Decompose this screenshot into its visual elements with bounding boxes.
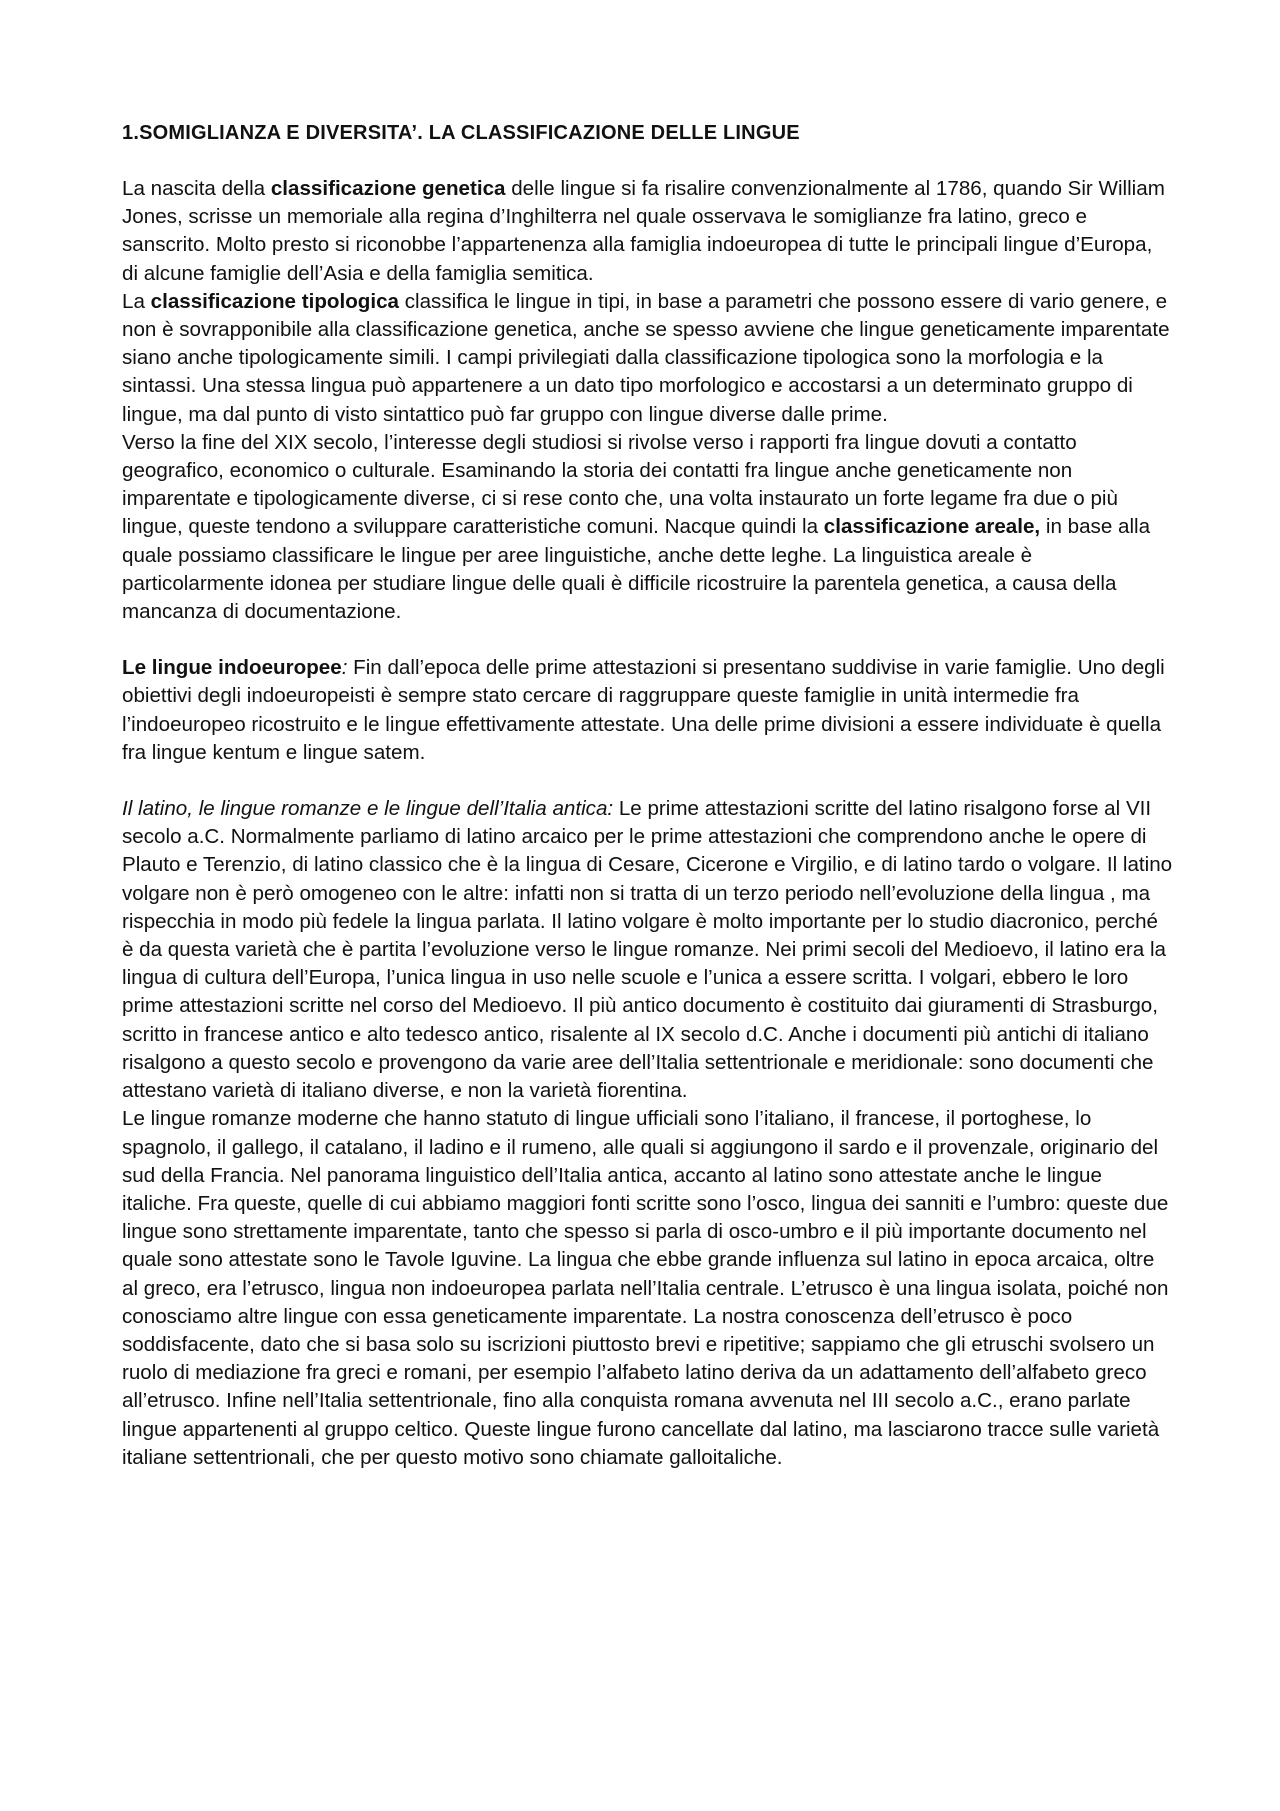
document-page: [122, 119, 1174, 1472]
paragraph-indo-european: Le lingue indoeuropee: Fin dall’epoca delle prime attestazioni si presentano suddivise in varie famiglie. Uno degli obiettivi degli indoeuropeisti è sempre stato cercare di raggruppare queste famiglie in unità intermedie fra l’indoeuropeo ricostruito e le lingue effettivamente attestate. Una delle prime divisioni a essere individuate è quella fra lingue kentum e lingue satem.: [122, 656, 1165, 764]
term-areal-classification: classificazione areale,: [823, 515, 1041, 539]
paragraph-latin: Il latino, le lingue romanze e le lingue dell’Italia antica: Le prime attestazioni scritte del latino risalgono forse al VII secolo a.C. Normalmente parliamo di latino arcaico per le prime attestazioni che comprendono anche le opere di Plauto e Terenzio, di latino classico che è la lingua di Cesare, Cicerone e Virgilio, e di latino tardo o volgare. Il latino volgare non è però omogeneo con le altre: infatti non si tratta di un terzo periodo nell’evoluzione della lingua , ma rispecchia in modo più fedele la lingua parlata. Il latino volgare è molto importante per lo studio diacronico, perché è da questa varietà che è partita l’evoluzione verso le lingue romanze. Nei primi secoli del Medioevo, il latino era la lingua di cultura dell’Europa, l’unica lingua in uso nelle scuole e l’unica a essere scritta. I volgari, ebbero le loro prime attestazioni scritte nel corso del Medioevo. Il più antico documento è costituito dai giuramenti di Strasburgo, scritto in francese antico e alto tedesco antico, risalente al IX secolo d.C. Anche i documenti più antichi di italiano risalgono a questo secolo e provengono da varie aree dell’Italia settentrionale e meridionale: sono documenti che attestano varietà di italiano diverse, e non la varietà fiorentina.: [122, 797, 1173, 1103]
term-latin-heading: Il latino, le lingue romanze e le lingue dell’Italia antica:: [122, 797, 614, 821]
paragraph-genetic-classification: La nascita della classificazione genetica delle lingue si fa risalire convenzionalmente al 1786, quando Sir William Jones, scrisse un memoriale alla regina d’Inghilterra nel quale osservava le somiglianze fra latino, greco e sanscrito. Molto presto si riconobbe l’appartenenza alla famiglia indoeuropea di tutte le principali lingue d’Europa, di alcune famiglie dell’Asia e della famiglia semitica.: [122, 177, 1165, 285]
term-genetic-classification: classificazione genetica: [270, 177, 506, 200]
paragraph-gap: [122, 767, 1174, 795]
section-indo-european: [122, 654, 1174, 767]
term-typological-classification: classificazione tipologica: [150, 289, 399, 313]
section-classification: [122, 175, 1174, 626]
document-title: 1.SOMIGLIANZA E DIVERSITA’. LA CLASSIFICAZIONE DELLE LINGUE: [122, 122, 800, 144]
section-latin-romance: [122, 795, 1174, 1472]
term-indo-european: Le lingue indoeuropee: [122, 656, 342, 680]
paragraph-romance-languages: Le lingue romanze moderne che hanno statuto di lingue ufficiali sono l’italiano, il francese, il portoghese, lo spagnolo, il gallego, il catalano, il ladino e il rumeno, alle quali si aggiungono il sardo e il provenzale, originario del sud della Francia. Nel panorama linguistico dell’Italia antica, accanto al latino sono attestate anche le lingue italiche. Fra queste, quelle di cui abbiamo maggiori fonti scritte sono l’osco, lingua dei sanniti e l’umbro: queste due lingue sono strettamente imparentate, tanto che spesso si parla di osco-umbro e il più importante documento nel quale sono attestate sono le Tavole Iguvine. La lingua che ebbe grande influenza sul latino in epoca arcaica, oltre al greco, era l’etrusco, lingua non indoeuropea parlata nell’Italia centrale. L’etrusco è una lingua isolata, poiché non conosciamo altre lingue con essa geneticamente imparentate. La nostra conoscenza dell’etrusco è poco soddisfacente, dato che si basa solo su iscrizioni piuttosto brevi e ripetitive; sappiamo che gli etruschi svolsero un ruolo di mediazione fra greci e romani, per esempio l’alfabeto latino deriva da un adattamento dell’alfabeto greco all’etrusco. Infine nell’Italia settentrionale, fino alla conquista romana avvenuta nel III secolo a.C., erano parlate lingue appartenenti al gruppo celtico. Queste lingue furono cancellate dal latino, ma lasciarono tracce sulle varietà italiane settentrionali, che per questo motivo sono chiamate galloitaliche.: [122, 1107, 1169, 1469]
paragraph-gap: [122, 626, 1174, 654]
paragraph-areal-classification: Verso la fine del XIX secolo, l’interesse degli studiosi si rivolse verso i rapporti fra lingue dovuti a contatto geografico, economico o culturale. Esaminando la storia dei contatti fra lingue anche geneticamente non imparentate e tipologicamente diverse, ci si rese conto che, una volta instaurato un forte legame fra due o più lingue, queste tendono a sviluppare caratteristiche comuni. Nacque quindi la classificazione areale, in base alla quale possiamo classificare le lingue per aree linguistiche, anche dette leghe. La linguistica areale è particolarmente idonea per studiare lingue delle quali è difficile ricostruire la parentela genetica, a causa della mancanza di documentazione.: [122, 430, 1151, 624]
paragraph-typological-classification: La classificazione tipologica classifica le lingue in tipi, in base a parametri che possono essere di vario genere, e non è sovrapponibile alla classificazione genetica, anche se spesso avviene che lingue geneticamente imparentate siano anche tipologicamente simili. I campi privilegiati dalla classificazione tipologica sono la morfologia e la sintassi. Una stessa lingua può appartenere a un dato tipo morfologico e accostarsi a un determinato gruppo di lingue, ma dal punto di visto sintattico può far gruppo con lingue diverse dalle prime.: [122, 289, 1170, 426]
